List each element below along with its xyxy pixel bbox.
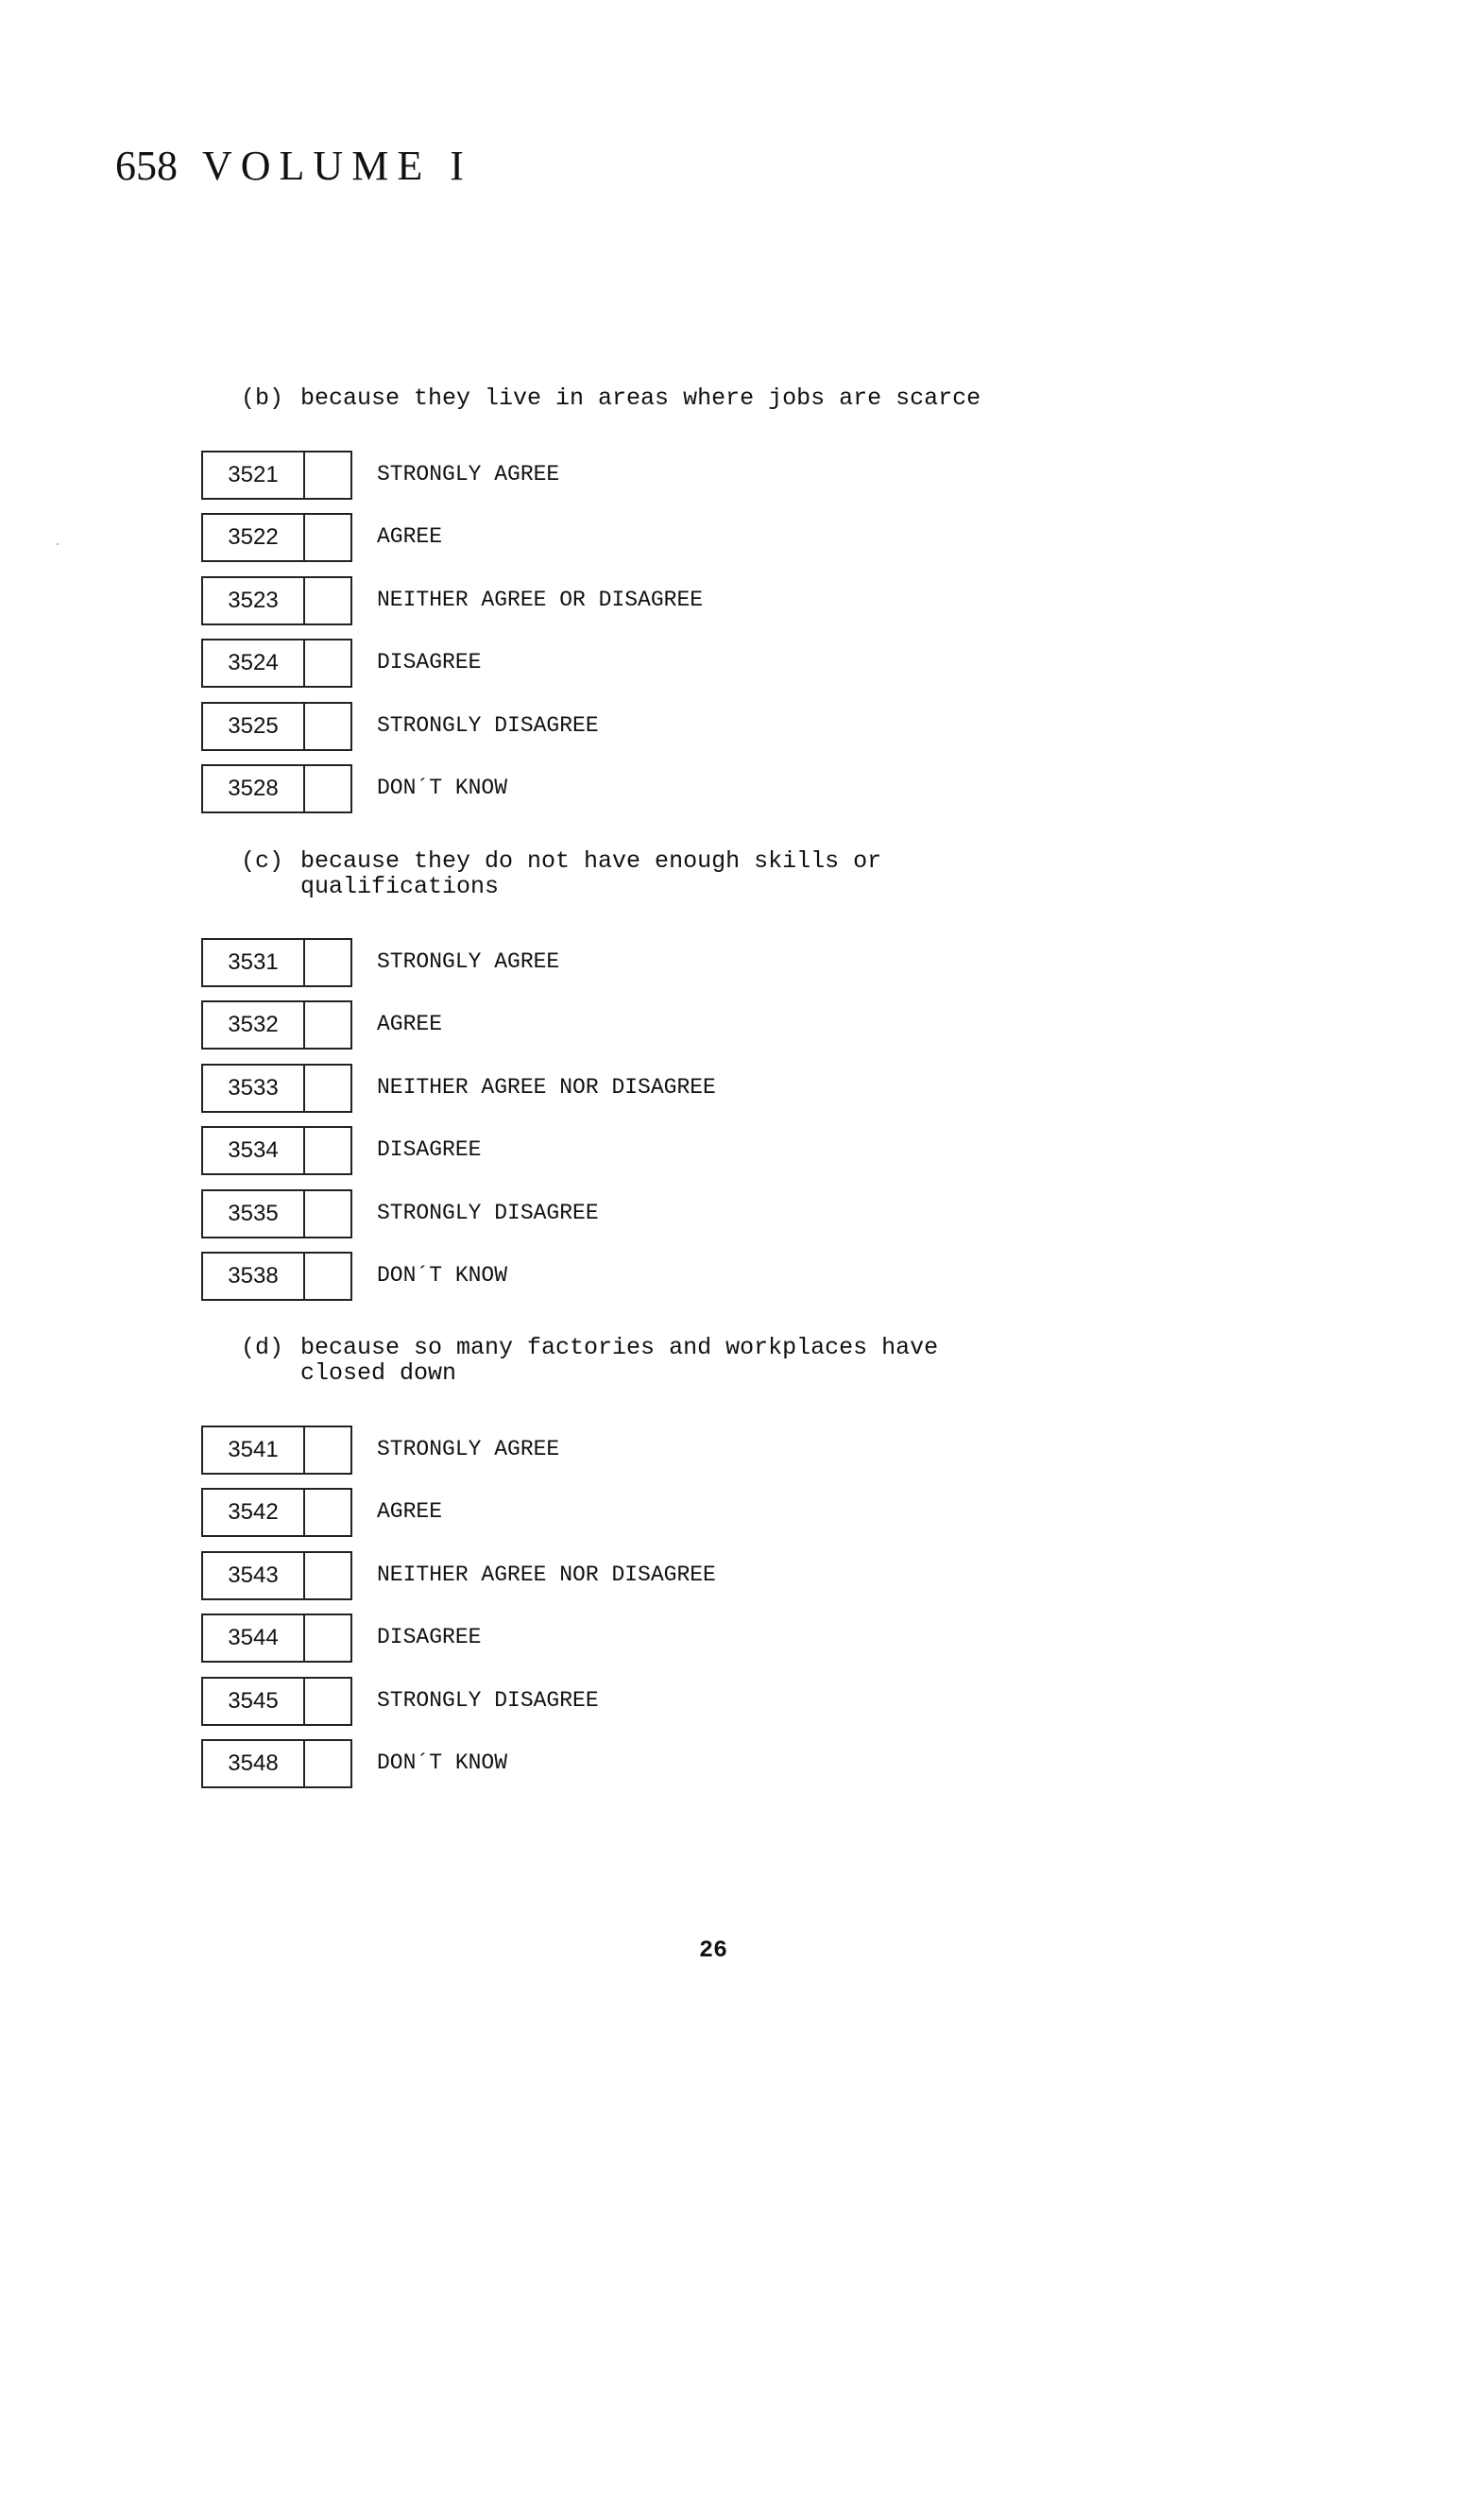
response-code: 3531 [201,938,305,987]
answer-checkbox[interactable] [303,1064,352,1113]
answer-label: AGREE [377,1499,443,1525]
answer-label: STRONGLY DISAGREE [377,712,599,738]
question-d [241,1335,938,1386]
response-code: 3543 [201,1551,305,1600]
answer-checkbox[interactable] [303,1739,352,1788]
answer-checkbox[interactable] [303,1189,352,1238]
question-b [241,385,981,411]
page-number: 658 [115,143,178,189]
answer-checkbox[interactable] [303,1551,352,1600]
response-code: 3548 [201,1739,305,1788]
answer-label: NEITHER AGREE NOR DISAGREE [377,1562,716,1587]
scan-speck [57,543,59,545]
response-code: 3532 [201,1000,305,1050]
answer-label: DON´T KNOW [377,1750,508,1775]
response-code: 3528 [201,764,305,813]
answer-checkbox[interactable] [303,938,352,987]
answer-checkbox[interactable] [303,576,352,625]
page-header [115,142,472,190]
answer-label: DON´T KNOW [377,1262,508,1288]
response-code: 3541 [201,1426,305,1475]
question-text: because they live in areas where jobs are scarce [300,384,981,412]
response-code: 3533 [201,1064,305,1113]
answer-label: DON´T KNOW [377,775,508,800]
answer-label: STRONGLY DISAGREE [377,1200,599,1225]
response-code: 3538 [201,1252,305,1301]
question-letter: (b) [241,384,284,412]
answer-checkbox[interactable] [303,1488,352,1537]
response-code: 3545 [201,1677,305,1726]
response-code: 3544 [201,1614,305,1663]
question-letter: (d) [241,1334,284,1361]
answer-label: STRONGLY AGREE [377,462,560,487]
answer-checkbox[interactable] [303,639,352,688]
answer-label: AGREE [377,1012,443,1037]
question-letter: (c) [241,847,284,875]
answer-checkbox[interactable] [303,1000,352,1050]
answer-checkbox[interactable] [303,1677,352,1726]
response-code: 3524 [201,639,305,688]
question-text: because so many factories and workplaces have [300,1334,939,1361]
answer-checkbox[interactable] [303,764,352,813]
question-text-continued: qualifications [300,873,500,900]
answer-label: DISAGREE [377,650,482,675]
response-code: 3525 [201,702,305,751]
volume-label: VOLUME I [202,143,472,189]
answer-checkbox[interactable] [303,1126,352,1175]
answer-label: STRONGLY DISAGREE [377,1687,599,1713]
response-code: 3534 [201,1126,305,1175]
answer-checkbox[interactable] [303,1614,352,1663]
answer-label: STRONGLY AGREE [377,1437,560,1461]
response-code: 3522 [201,513,305,562]
response-code: 3521 [201,451,305,500]
answer-label: NEITHER AGREE OR DISAGREE [377,587,704,612]
response-code: 3542 [201,1488,305,1537]
response-code: 3535 [201,1189,305,1238]
question-c [241,848,881,899]
answer-label: STRONGLY AGREE [377,949,560,974]
answer-label: DISAGREE [377,1625,482,1650]
footer-page-number: 26 [699,1937,728,1964]
answer-checkbox[interactable] [303,1426,352,1475]
answer-label: NEITHER AGREE NOR DISAGREE [377,1074,716,1100]
question-text: because they do not have enough skills or [300,847,882,875]
answer-checkbox[interactable] [303,702,352,751]
answer-checkbox[interactable] [303,451,352,500]
question-text-continued: closed down [300,1359,457,1387]
answer-checkbox[interactable] [303,1252,352,1301]
response-code: 3523 [201,576,305,625]
answer-checkbox[interactable] [303,513,352,562]
answer-label: DISAGREE [377,1137,482,1163]
answer-label: AGREE [377,524,443,550]
